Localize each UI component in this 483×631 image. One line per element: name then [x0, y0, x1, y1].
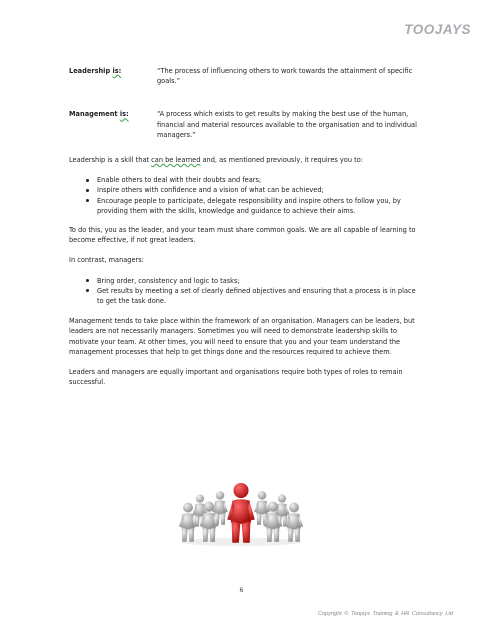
list-item: Encourage people to participate, delegate responsibility and inspire others to follow you, by providing them with the skills, knowledge and guidance to achieve their aims.: [69, 196, 421, 216]
paragraph-leadership-skill: [69, 155, 421, 165]
page-number: 6: [239, 586, 244, 594]
definition-term: [69, 109, 157, 140]
list-item: Bring order, consistency and logic to tasks;: [69, 276, 421, 286]
definition-management: [69, 109, 421, 140]
definition-text: “The process of influencing others to work towards the attainment of specific goals.”: [157, 67, 413, 86]
paragraph-common-goals: To do this, you as the leader, and your team must share common goals. We are all capable of learning to become effective, if not great leaders.: [69, 226, 416, 245]
list-item: Get results by meeting a set of clearly defined objectives and ensuring that a process is in place to get the task done.: [69, 286, 421, 306]
leadership-bullet-list: [69, 175, 421, 216]
page-content: [69, 66, 421, 387]
paragraph-management-framework: Management tends to take place within the framework of an organisation. Managers can be leaders, but leaders are not necessarily managers. Sometimes you will need to demonstrate leadership skills to motivate your team. At other times, you will need to ensure that you and your team understand the management processes that help to get things done and the resources required to achieve them.: [69, 317, 415, 356]
definition-leadership: [69, 66, 421, 86]
marked-text: can be learned: [151, 156, 201, 165]
leader-team-illustration: [176, 456, 306, 548]
managers-bullet-list: [69, 276, 421, 307]
copyright-footer: Copyright © Toojays Training & HR Consultancy Ltd: [317, 611, 453, 617]
leader-figure: [227, 483, 255, 543]
definition-text: “A process which exists to get results by making the best use of the human, financial and material resources available to the organisation and to individual managers.”: [157, 110, 417, 139]
term-verb: is:: [119, 110, 129, 119]
text-run: Leadership is a skill that: [69, 156, 152, 165]
term-word: Leadership: [69, 67, 111, 75]
definition-term: [69, 66, 157, 86]
paragraph-in-contrast: In contrast, managers:: [69, 256, 144, 265]
term-word: Management: [69, 110, 118, 119]
list-item: Inspire others with confidence and a vision of what can be achieved;: [69, 185, 421, 195]
term-verb: is:: [112, 67, 122, 75]
company-logo: TOOJAYS: [404, 22, 471, 37]
paragraph-conclusion: Leaders and managers are equally important and organisations require both types of roles to remain successful.: [69, 368, 403, 387]
list-item: Enable others to deal with their doubts and fears;: [69, 175, 421, 185]
text-run: and, as mentioned previously, it requires you to:: [200, 156, 363, 165]
